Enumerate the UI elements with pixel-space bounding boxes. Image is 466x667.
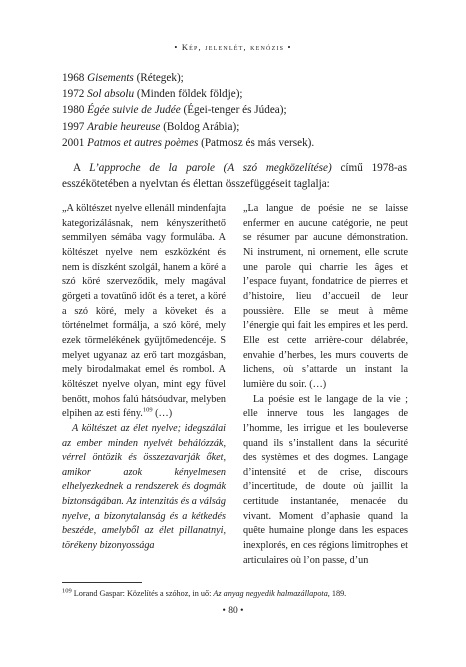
intro-prefix: A [73,162,90,174]
bibliography-item [62,135,407,151]
hungarian-column [62,202,226,554]
bib-translation: (Rétegek); [133,72,184,84]
bibliography-item [62,102,407,118]
french-column [243,202,408,568]
bib-translation: (Égei-tenger és Júdea); [180,104,287,117]
footnote-text: Lorand Gaspar: Közelítés a szóhoz, in uő: [71,589,214,598]
bib-year: 1972 [62,88,85,101]
quote-text-italic: A költészet az élet nyelve; idegszálai az ember minden nyelvét behálózzák, vérrel öntözik és összezavarják őket, amikor azok kényelmesen elhelyezkednek a rendszerek és dogmák biztonságában. Az intenzitás és a válság nyelve, a bizonytalanság és a kétkedés beszéde, amelyből az élet pillanatnyi, törékeny bizonyossága [62,422,226,552]
intro-text: című 1978-as esszékötetében a nyelvtan és élettan összefüggéseit taglalja: [62,162,407,191]
bib-translation: (Boldog Arábia); [160,120,240,133]
footnote-page: , 189. [327,589,347,598]
french-paragraph-1: „La langue de poésie ne se laisse enfermer en aucune catégorie, ne peut se résumer par aucune démonstration. Ni instrument, ni ornement, elle scrute une parole qui charrie les âges et l’espace fuyant, fondatrice de pierres et d’histoire, lieu d’accueil de leur poussière. Elle se meut à même l’énergie qui fait les empires et les perd. Elle est cette arrière-cour délabrée, envahie d’herbes, les murs couverts de lichens, où s’attarde un instant la lumière du soir. (…) [243,203,408,390]
intro-book-title: L’approche de la parole (A szó megközelítése) [89,162,332,174]
bibliography-list [62,70,407,151]
footnote-book-title: Az anyag negyedik halmazállapota [213,589,328,598]
bib-year: 2001 [62,136,85,149]
intro-paragraph [62,160,407,192]
quote-text: „A költészet nyelve ellenáll mindenfajta kategorizálásnak, nem kényszeríthető semmilyen sémába vagy formulába. A költészet nyelve nem eszközként és nem is díszként szolgál, hanem a köré a szó köré szerveződik, mely magával görgeti a tovatűnő időt és a teret, a köré a szó köré, mely a köveket és a történelmet formálja, a szó köré, mely ezek törmelékének gyűjtőmedencéje. S melyet ugyanaz az erő tart mozgásban, mely birodalmakat emel és rombol. A költészet nyelve olyan, mint egy fűvel benőtt, mohos falú hátsóudvar, melyben elpihen az esti fény. [62,203,226,420]
footnote-number: 109 [62,587,72,595]
bib-title: Gisements [87,72,134,84]
bib-translation: (Minden földek földje); [134,88,243,101]
quote-ellipsis: (…) [152,408,173,420]
french-paragraph-2: La poésie est le langage de la vie ; elle innerve tous les langages de l’homme, les irrigue et les bouleverse quand ils s’installent dans la sécurité des systèmes et des dogmes. Langage d’intensité et de crise, discours d’incertitude, de doute où jaillit la certitude instantanée, menacée du vivant. Moment d’aphasie quand la quête humaine plonge dans les espaces inexplorés, en ces régions limitrophes et articulaires où l’on passe, d’un [243,393,408,566]
bib-year: 1968 [62,72,85,84]
running-head: • Kép, jelenlét, kenózis • [174,42,292,52]
bib-title: Égée suivie de Judée [87,104,181,117]
footnote-reference: 109 [142,406,153,414]
bib-title: Sol absolu [87,88,135,101]
hungarian-paragraph-2 [62,422,226,554]
bibliography-item [62,119,407,135]
bib-year: 1980 [62,104,85,117]
bib-title: Arabie heureuse [87,120,161,133]
page-number: • 80 • [222,606,244,616]
bib-year: 1997 [62,120,85,133]
hungarian-paragraph-1 [62,202,226,422]
bibliography-item [62,86,407,102]
footnote [62,588,407,599]
bibliography-item [62,70,407,86]
bib-title: Patmos et autres poèmes [87,136,199,149]
bib-translation: (Patmosz és más versek). [198,136,315,149]
footnote-rule [62,582,142,583]
